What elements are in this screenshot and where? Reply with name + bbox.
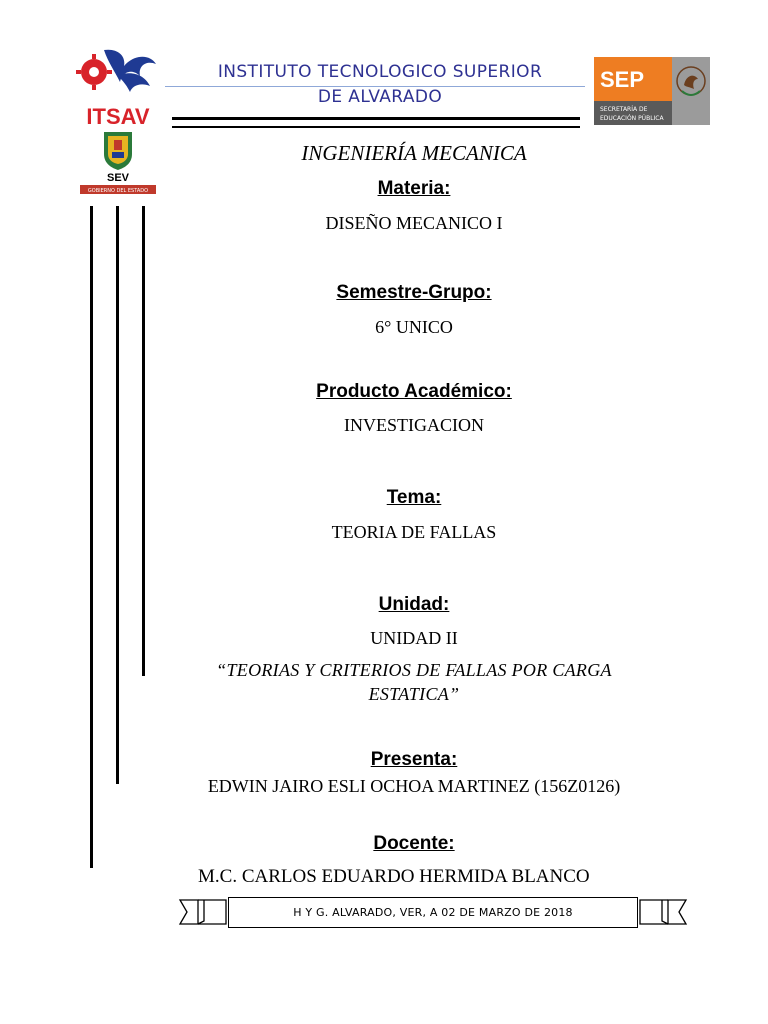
decorative-vertical-bar <box>116 206 119 784</box>
veracruz-shield-icon <box>104 132 132 170</box>
itsav-emblem-icon <box>76 50 156 92</box>
docente-label: Docente: <box>373 833 455 854</box>
sev-wordmark: SEV <box>106 172 130 184</box>
materia-value: DISEÑO MECANICO I <box>325 213 503 233</box>
header-rule-thin <box>172 126 580 128</box>
semestre-label: Semestre-Grupo: <box>336 282 492 303</box>
career-title: INGENIERÍA MECANICA <box>301 141 527 165</box>
sev-caption: GOBIERNO DEL ESTADO <box>87 188 149 194</box>
unidad-label: Unidad: <box>378 594 450 615</box>
presenta-label: Presenta: <box>370 749 458 770</box>
ribbon-end-left-icon <box>178 897 230 927</box>
presenta-value: EDWIN JAIRO ESLI OCHOA MARTINEZ (156Z0126) <box>207 776 621 796</box>
itsav-wordmark: ITSAV <box>86 104 150 129</box>
sep-logo <box>590 55 712 127</box>
institute-name-line2: DE ALVARADO <box>317 87 443 107</box>
unidad-quote-line2: ESTATICA” <box>368 684 460 704</box>
footer-place-date: H Y G. ALVARADO, VER, A 02 DE MARZO DE 2018 <box>228 897 638 928</box>
tema-label: Tema: <box>386 487 442 508</box>
materia-label: Materia: <box>377 178 451 199</box>
unidad-quote-line1: “TEORIAS Y CRITERIOS DE FALLAS POR CARGA <box>216 660 612 680</box>
producto-label: Producto Académico: <box>316 381 512 402</box>
institute-name-line1: INSTITUTO TECNOLOGICO SUPERIOR <box>217 62 543 82</box>
sep-caption-line2: EDUCACIÓN PÚBLICA <box>600 115 664 122</box>
sep-wordmark: SEP <box>600 67 645 92</box>
decorative-vertical-bar <box>142 206 145 676</box>
docente-value: M.C. CARLOS EDUARDO HERMIDA BLANCO <box>198 866 590 887</box>
producto-value: INVESTIGACION <box>344 415 484 435</box>
header-rule-thick <box>172 117 580 120</box>
sep-caption-line1: SECRETARÍA DE <box>600 106 648 113</box>
ribbon-end-right-icon <box>636 897 688 927</box>
semestre-value: 6° UNICO <box>375 317 453 337</box>
tema-value: TEORIA DE FALLAS <box>331 522 497 542</box>
itsav-logo <box>74 46 162 196</box>
decorative-vertical-bar <box>90 206 93 868</box>
unidad-value: UNIDAD II <box>370 628 458 648</box>
